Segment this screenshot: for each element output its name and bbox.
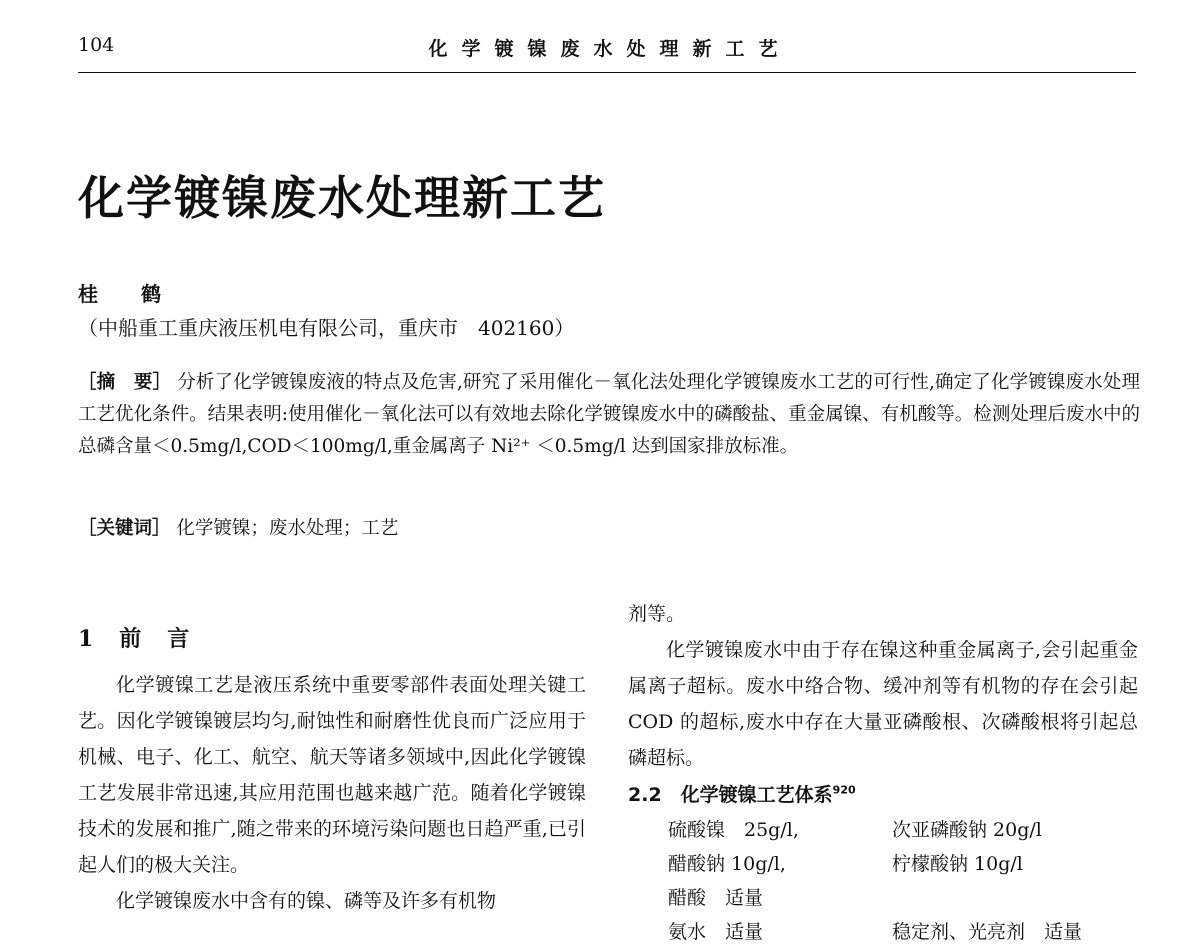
- formula-item: 氨水 适量: [668, 921, 764, 943]
- right-column: [628, 596, 1138, 949]
- continuation-text: 剂等。: [628, 603, 686, 625]
- left-column: [78, 622, 586, 919]
- intro-paragraph-2: 化学镀镍废水中含有的镍、磷等及许多有机物: [116, 890, 497, 912]
- page-number: 104: [78, 34, 115, 56]
- author: 桂 鹤: [78, 282, 179, 306]
- formula-item: 醋酸钠 10g/l,: [668, 853, 786, 875]
- abstract-text: 分析了化学镀镍废液的特点及危害,研究了采用催化－氧化法处理化学镀镍废水工艺的可行性,确定了化学镀镍废水处理工艺优化条件。结果表明:使用催化－氧化法可以有效地去除化学镀镍废水中的磷酸盐、重金属镍、有机酸等。检测处理后废水中的总磷含量＜0.5mg/l,COD＜100mg/l,重金属离子 Ni²⁺ ＜0.5mg/l 达到国家排放标准。: [78, 372, 1140, 457]
- article-title: 化学镀镍废水处理新工艺: [78, 171, 606, 225]
- right-paragraph-1: 化学镀镍废水中由于存在镍这种重金属离子,会引起重金属离子超标。废水中络合物、缓冲剂等有机物的存在会引起 COD 的超标,废水中存在大量亚磷酸根、次磷酸根将引起总磷超标。: [628, 639, 1138, 769]
- section-heading-intro: 1 前 言: [78, 626, 192, 652]
- header-rule: [78, 72, 1136, 73]
- abstract-label: ［摘 要］: [78, 372, 172, 393]
- subsection-superscript: 920: [832, 783, 856, 797]
- formula-row: [628, 915, 1138, 949]
- formula-item: 次亚磷酸钠 20g/l: [892, 819, 1042, 841]
- subsection-heading-text: 2.2 化学镀镍工艺体系: [628, 784, 833, 806]
- formula-item: 醋酸 适量: [668, 887, 764, 909]
- keywords-label: ［关键词］: [78, 518, 171, 539]
- keywords-text: 化学镀镍；废水处理；工艺: [176, 518, 399, 539]
- intro-paragraph-1: 化学镀镍工艺是液压系统中重要零部件表面处理关键工艺。因化学镀镍镀层均匀,耐蚀性和耐磨性优良而广泛应用于机械、电子、化工、航空、航天等诸多领域中,因此化学镀镍工艺发展非常迅速,其应用范围也越来越广范。随着化学镀镍技术的发展和推广,随之带来的环境污染问题也日趋严重,已引起人们的极大关注。: [78, 674, 586, 876]
- keywords: [78, 513, 398, 545]
- affiliation: （中船重工重庆液压机电有限公司，重庆市 402160）: [78, 316, 575, 340]
- abstract: [78, 367, 1140, 463]
- formula-item: [892, 881, 1138, 915]
- formula-item: 柠檬酸钠 10g/l: [892, 853, 1023, 875]
- formula-row: [628, 881, 1138, 915]
- running-title: 化学镀镍废水处理新工艺: [428, 38, 792, 60]
- formula-row: [628, 847, 1138, 881]
- formula-item: 稳定剂、光亮剂 适量: [892, 921, 1083, 943]
- bath-formula: [628, 813, 1138, 949]
- formula-row: [628, 813, 1138, 847]
- subsection-heading: [628, 780, 1138, 807]
- formula-item: 硫酸镍 25g/l,: [668, 819, 799, 841]
